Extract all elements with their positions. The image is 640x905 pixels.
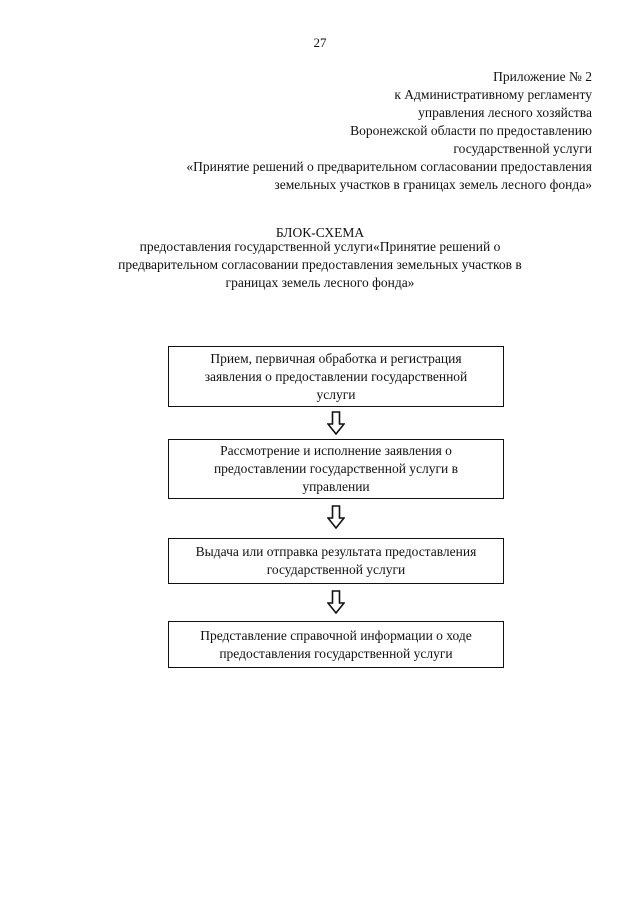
flow-step-text: Представление справочной информации о ходе bbox=[200, 627, 472, 643]
appendix-line: государственной услуги bbox=[453, 141, 592, 156]
flow-step-text: Рассмотрение и исполнение заявления о bbox=[220, 443, 452, 458]
appendix-header bbox=[112, 68, 592, 194]
flow-step-text: Прием, первичная обработка и регистрация bbox=[210, 350, 462, 366]
page-number: 27 bbox=[313, 35, 327, 50]
appendix-line: Приложение № 2 bbox=[493, 69, 592, 84]
flow-step-issuance bbox=[168, 538, 504, 584]
down-arrow-icon bbox=[327, 505, 345, 529]
flow-step-text: предоставления государственной услуги bbox=[219, 645, 453, 661]
scheme-subtitle bbox=[100, 238, 540, 292]
flow-step-text: государственной услуги bbox=[266, 562, 406, 577]
down-arrow-icon bbox=[327, 590, 345, 614]
scheme-subtitle-line: предварительном согласовании предоставления земельных участков в bbox=[118, 257, 522, 272]
flow-step-text: Выдача или отправка результата предоставления bbox=[195, 544, 477, 559]
flow-step-text: предоставлении государственной услуги в bbox=[213, 461, 459, 476]
appendix-line: «Принятие решений о предварительном согласовании предоставления bbox=[186, 159, 592, 174]
flow-step-information bbox=[168, 621, 504, 668]
flow-step-text: заявления о предоставлении государственной bbox=[204, 368, 468, 384]
flow-step-reception bbox=[168, 346, 504, 407]
scheme-subtitle-line: предоставления государственной услуги«Принятие решений о bbox=[139, 239, 501, 254]
scheme-title: БЛОК-СХЕМА bbox=[275, 225, 365, 240]
down-arrow-icon bbox=[327, 411, 345, 435]
appendix-line: Воронежской области по предоставлению bbox=[350, 123, 592, 138]
scheme-subtitle-line: границах земель лесного фонда» bbox=[225, 275, 415, 290]
appendix-line: к Административному регламенту bbox=[394, 87, 592, 102]
flow-step-text: управлении bbox=[302, 479, 370, 494]
flow-step-review bbox=[168, 439, 504, 499]
appendix-line: управления лесного хозяйства bbox=[418, 105, 592, 120]
flow-step-text: услуги bbox=[316, 386, 356, 402]
appendix-line: земельных участков в границах земель лесного фонда» bbox=[274, 177, 592, 192]
